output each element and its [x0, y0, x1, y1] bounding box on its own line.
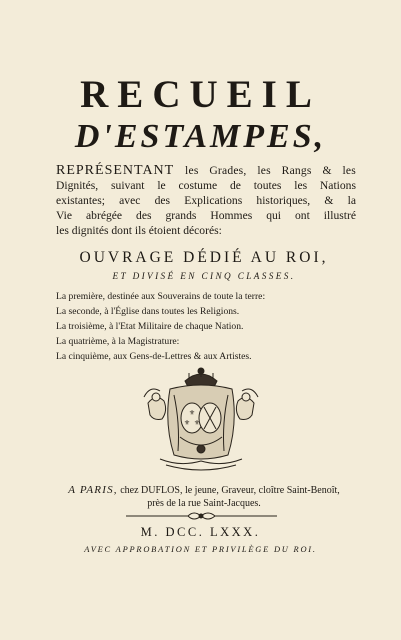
ornamental-divider — [120, 509, 283, 523]
privilege-line: AVEC APPROBATION ET PRIVILÈGE DU ROI. — [84, 545, 317, 554]
imprint-line-2: près de la rue Saint-Jacques. — [147, 498, 261, 509]
class-item-1: La première, destinée aux Souverains de toute la terre: — [56, 291, 266, 302]
imprint-line-1: chez DUFLOS, le jeune, Graveur, cloître Saint-Benoît, — [117, 485, 340, 496]
imprint-block — [44, 484, 364, 510]
classes-list — [56, 289, 356, 364]
class-item-4: La quatrième, à la Magistrature: — [56, 336, 180, 347]
division-line: ET DIVISÉ EN CINQ CLASSES. — [112, 271, 296, 281]
publication-year: M. DCC. LXXX. — [140, 525, 261, 539]
dedication-line: OUVRAGE DÉDIÉ AU ROI, — [79, 249, 329, 266]
class-item-3: La troisième, à l'Etat Militaire de chaque Nation. — [56, 321, 244, 332]
description-line-4: Vie abrégée des grands Hommes qui ont illustré — [56, 209, 356, 222]
class-item-5: La cinquième, aux Gens-de-Lettres & aux Artistes. — [56, 351, 252, 362]
description-line-3: existantes; avec des Explications historiques, & la — [56, 194, 356, 207]
description-first-word: REPRÉSENTANT — [56, 163, 175, 178]
description-line-1 — [56, 163, 356, 178]
svg-text:⚜: ⚜ — [188, 409, 196, 417]
royal-arms-vignette — [140, 363, 262, 473]
description-block — [56, 163, 356, 238]
title-line-1: RECUEIL — [80, 73, 321, 116]
description-line-2: Dignités, suivant le costume de toutes les Nations — [56, 179, 356, 192]
imprint-city: A PARIS, — [68, 484, 118, 496]
title-line-2: D'ESTAMPES, — [74, 118, 327, 155]
description-line-5: les dignités dont ils étoient décorés: — [56, 224, 222, 237]
description-line-1-rest: les Grades, les Rangs & les — [174, 164, 356, 177]
svg-text:⚜: ⚜ — [193, 419, 201, 427]
class-item-2: La seconde, à l'Église dans toutes les Religions. — [56, 306, 240, 317]
svg-text:⚜: ⚜ — [183, 419, 191, 427]
